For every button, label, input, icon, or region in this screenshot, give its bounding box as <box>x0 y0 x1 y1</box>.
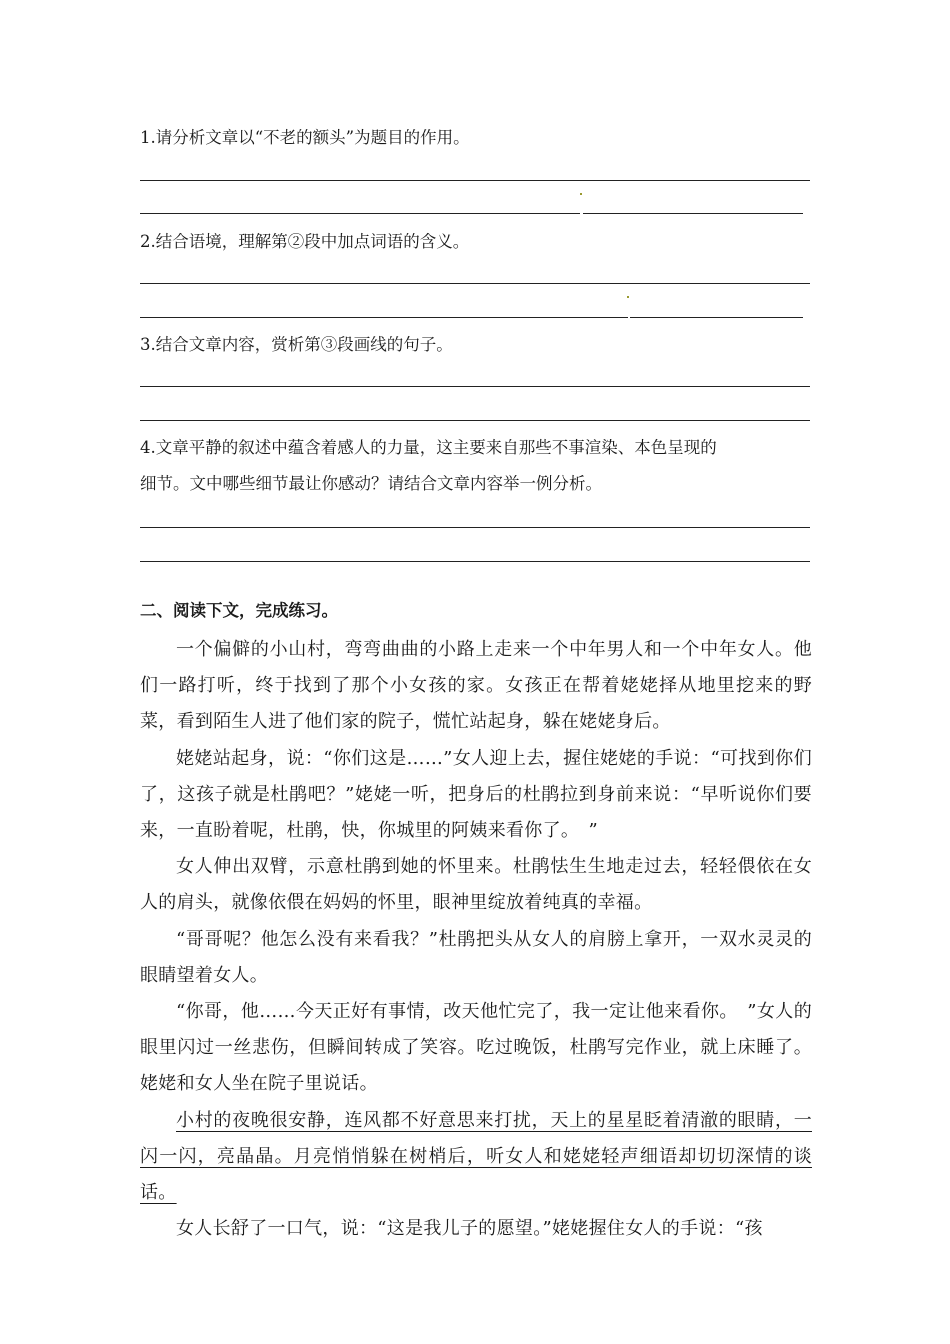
paragraph-1: 一个偏僻的小山村，弯弯曲曲的小路上走来一个中年男人和一个中年女人。他们一路打听，终于找到了那个小女孩的家。女孩正在帮着姥姥择从地里挖来的野菜，看到陌生人进了他们家的院子，慌忙站起身，躲在姥姥身后。 <box>140 639 812 733</box>
answer-line <box>140 213 580 214</box>
decor-dot <box>580 193 582 195</box>
answer-line <box>140 386 810 387</box>
answer-line <box>630 317 803 318</box>
answer-line <box>140 420 810 421</box>
paragraph-5: “你哥，他……今天正好有事情，改天他忙完了，我一定让他来看你。 ”女人的眼里闪过一丝悲伤，但瞬间转成了笑容。吃过晚饭，杜鹃写完作业，就上床睡了。姥姥和女人坐在院子里说话。 <box>140 1001 812 1095</box>
paragraph-7: 女人长舒了一口气，说：“这是我儿子的愿望。”姥姥握住女人的手说：“孩 <box>176 1218 763 1240</box>
question-1: 1.请分析文章以“不老的额头”为题目的作用。 <box>140 128 470 147</box>
section-2-title: 二、阅读下文，完成练习。 <box>140 601 338 620</box>
answer-line <box>140 180 810 181</box>
decor-dot <box>627 296 629 298</box>
paragraph-2: 姥姥站起身，说：“你们这是……”女人迎上去，握住姥姥的手说：“可找到你们了，这孩子就是杜鹃吧？”姥姥一听，把身后的杜鹃拉到身前来说：“早听说你们要来，一直盼着呢，杜鹃，快，你城里的阿姨来看你了。 ” <box>140 747 812 842</box>
question-3: 3.结合文章内容，赏析第③段画线的句子。 <box>140 335 453 354</box>
answer-line <box>140 561 810 562</box>
answer-line <box>140 527 810 528</box>
answer-line <box>140 283 810 284</box>
paragraph-6-underlined <box>140 1103 812 1212</box>
paragraph-3: 女人伸出双臂，示意杜鹃到她的怀里来。杜鹃怯生生地走过去，轻轻偎依在女人的肩头，就像依偎在妈妈的怀里，眼神里绽放着纯真的幸福。 <box>140 856 812 914</box>
paragraph-4: “哥哥呢？他怎么没有来看我？”杜鹃把头从女人的肩膀上拿开，一双水灵灵的眼睛望着女人。 <box>140 928 812 986</box>
answer-line <box>583 213 803 214</box>
reading-passage <box>140 632 812 1247</box>
question-4-line-2: 细节。文中哪些细节最让你感动？请结合文章内容举一例分析。 <box>140 474 602 493</box>
underlined-sentence: 小村的夜晚很安静，连风都不好意思来打扰，天上的星星眨着清澈的眼睛，一闪一闪，亮晶晶。月亮悄悄躲在树梢后，听女人和姥姥轻声细语却切切深情的谈话。 <box>140 1109 812 1204</box>
question-4-line-1: 4.文章平静的叙述中蕴含着感人的力量，这主要来自那些不事渲染、本色呈现的 <box>140 438 717 457</box>
question-2: 2.结合语境，理解第②段中加点词语的含义。 <box>140 232 470 251</box>
answer-line <box>140 317 628 318</box>
